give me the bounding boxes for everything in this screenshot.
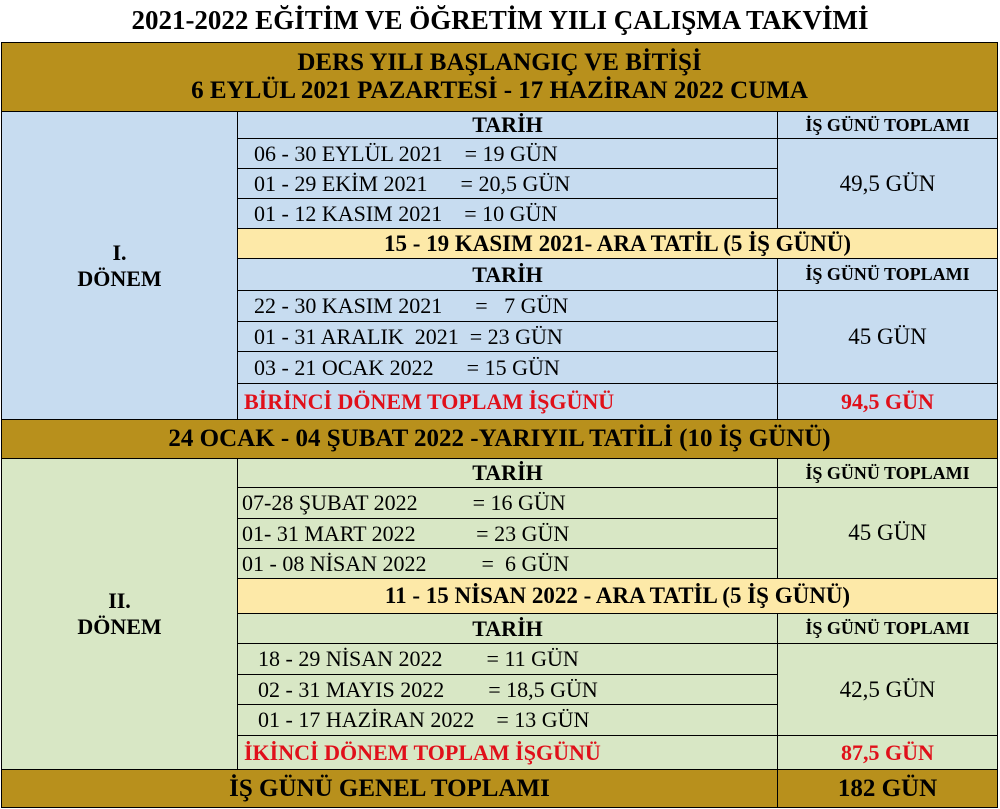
- term2-label-line2: DÖNEM: [77, 614, 162, 639]
- term1-sum-label: BİRİNCİ DÖNEM TOPLAM İŞGÜNÜ: [237, 383, 778, 420]
- term1-midterm-break: 15 - 19 KASIM 2021- ARA TATİL (5 İŞ GÜNÜ): [237, 228, 998, 259]
- term2-label: [1, 458, 238, 770]
- term2-midterm-break: 11 - 15 NİSAN 2022 - ARA TATİL (5 İŞ GÜNÜ): [237, 578, 998, 614]
- term1-label: [1, 111, 238, 420]
- term1-label-line1: I.: [112, 239, 127, 265]
- term2-part2-col-total: İŞ GÜNÜ TOPLAMI: [777, 613, 998, 644]
- term1-part1-row-3: 01 - 12 KASIM 2021 = 10 GÜN: [237, 198, 778, 229]
- grand-total-label: İŞ GÜNÜ GENEL TOPLAMI: [1, 769, 778, 808]
- term2-part1-row-1: 07-28 ŞUBAT 2022 = 16 GÜN: [237, 487, 778, 519]
- term2-part2-row-1: 18 - 29 NİSAN 2022 = 11 GÜN: [237, 643, 778, 675]
- term2-part1-total: 45 GÜN: [777, 487, 998, 579]
- term2-part2-row-3: 01 - 17 HAZİRAN 2022 = 13 GÜN: [237, 704, 778, 736]
- term2-part1-row-2: 01- 31 MART 2022 = 23 GÜN: [237, 518, 778, 549]
- term2-part1-col-total: İŞ GÜNÜ TOPLAMI: [777, 458, 998, 488]
- term2-sum-label: İKİNCİ DÖNEM TOPLAM İŞGÜNÜ: [237, 735, 778, 770]
- grand-total-value: 182 GÜN: [777, 769, 998, 808]
- term1-part1-total: 49,5 GÜN: [777, 138, 998, 229]
- term1-part1-row-2: 01 - 29 EKİM 2021 = 20,5 GÜN: [237, 168, 778, 199]
- page-title: 2021-2022 EĞİTİM VE ÖĞRETİM YILI ÇALIŞMA TAKVİMİ: [131, 5, 869, 35]
- term2-part1-row-3: 01 - 08 NİSAN 2022 = 6 GÜN: [237, 548, 778, 579]
- term1-sum-value: 94,5 GÜN: [777, 383, 998, 420]
- term1-part2-row-1: 22 - 30 KASIM 2021 = 7 GÜN: [237, 290, 778, 322]
- term1-part2-row-2: 01 - 31 ARALIK 2021 = 23 GÜN: [237, 321, 778, 352]
- header-line2: 6 EYLÜL 2021 PAZARTESİ - 17 HAZİRAN 2022 CUMA: [191, 77, 808, 104]
- header-line1: DERS YILI BAŞLANGIÇ VE BİTİŞİ: [297, 49, 702, 76]
- term2-sum-value: 87,5 GÜN: [777, 735, 998, 770]
- term1-part2-col-total: İŞ GÜNÜ TOPLAMI: [777, 258, 998, 291]
- term2-part2-col-date: TARİH: [237, 613, 778, 644]
- term2-part2-row-2: 02 - 31 MAYIS 2022 = 18,5 GÜN: [237, 674, 778, 705]
- term2-label-line1: II.: [108, 588, 131, 613]
- term1-part1-row-1: 06 - 30 EYLÜL 2021 = 19 GÜN: [237, 138, 778, 169]
- term1-part2-col-date: TARİH: [237, 258, 778, 291]
- semester-break: 24 OCAK - 04 ŞUBAT 2022 -YARIYIL TATİLİ (10 İŞ GÜNÜ): [1, 419, 998, 459]
- term2-part1-col-date: TARİH: [237, 458, 778, 488]
- term1-part2-row-3: 03 - 21 OCAK 2022 = 15 GÜN: [237, 351, 778, 384]
- term1-label-line2: DÖNEM: [77, 265, 162, 291]
- term1-part2-total: 45 GÜN: [777, 290, 998, 384]
- term1-part1-col-date: TARİH: [237, 111, 778, 139]
- school-year-header: [1, 42, 998, 112]
- term1-part1-col-total: İŞ GÜNÜ TOPLAMI: [777, 111, 998, 139]
- term2-part2-total: 42,5 GÜN: [777, 643, 998, 736]
